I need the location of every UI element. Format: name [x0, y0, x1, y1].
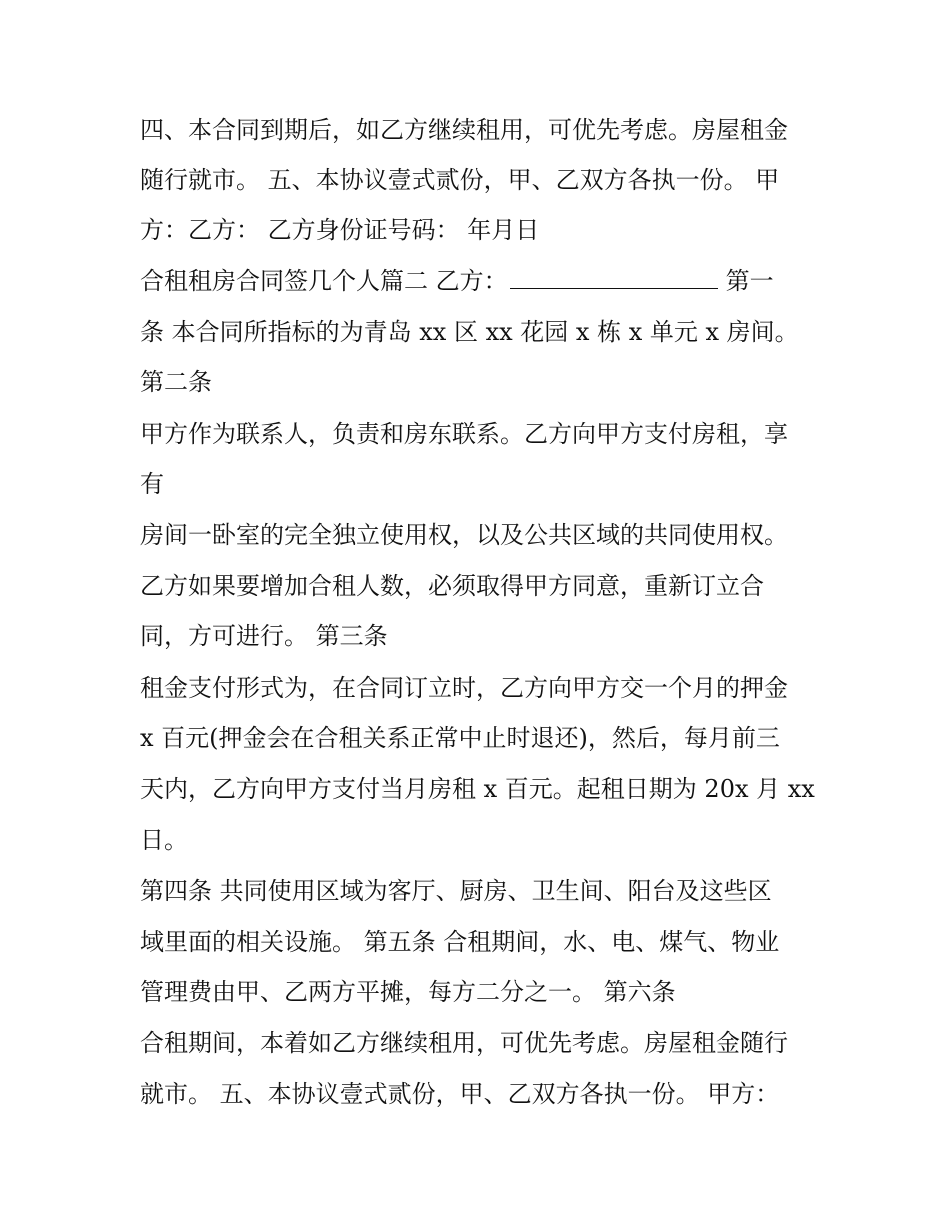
paragraph-line [140, 266, 774, 296]
title-text: 合租租房合同签几个人篇二 乙方： [140, 267, 508, 295]
paragraph-line: 管理费由甲、乙两方平摊，每方二分之一。 第六条 [140, 978, 676, 1006]
paragraph-line: 有 [140, 470, 164, 498]
paragraph-line: x 百元(押金会在合租关系正常中止时退还)，然后，每月前三 [140, 724, 780, 752]
paragraph-line: 第四条 共同使用区域为客厅、厨房、卫生间、阳台及这些区 [140, 877, 772, 905]
paragraph-line: 甲方作为联系人，负责和房东联系。乙方向甲方支付房租，享 [140, 420, 788, 448]
paragraph-line: 日。 [140, 826, 188, 854]
paragraph-line: 合租期间，本着如乙方继续租用，可优先考虑。房屋租金随行 [140, 1029, 788, 1057]
paragraph-line: 租金支付形式为，在合同订立时，乙方向甲方交一个月的押金 [140, 674, 788, 702]
paragraph-line: 随行就市。 五、本协议壹式贰份，甲、乙双方各执一份。 甲 [140, 166, 780, 194]
paragraph-line: 条 本合同所指标的为青岛 xx 区 xx 花园 x 栋 x 单元 x 房间。 [140, 318, 799, 346]
paragraph-line: 就市。 五、本协议壹式贰份，甲、乙双方各执一份。 甲方： [140, 1080, 780, 1108]
paragraph-line: 同，方可进行。 第三条 [140, 622, 388, 650]
paragraph-line: 方：乙方： 乙方身份证号码： 年月日 [140, 216, 540, 244]
paragraph-line: 乙方如果要增加合租人数，必须取得甲方同意，重新订立合 [140, 572, 764, 600]
paragraph-line: 天内，乙方向甲方支付当月房租 x 百元。起租日期为 20x 月 xx [140, 775, 815, 803]
paragraph-line: 四、本合同到期后，如乙方继续租用，可优先考虑。房屋租金 [140, 116, 788, 144]
paragraph-line: 房间一卧室的完全独立使用权，以及公共区域的共同使用权。 [140, 521, 788, 549]
article-one-label: 第一 [725, 267, 774, 295]
signature-blank [510, 268, 718, 289]
paragraph-line: 第二条 [140, 368, 212, 396]
paragraph-line: 域里面的相关设施。 第五条 合租期间，水、电、煤气、物业 [140, 928, 780, 956]
